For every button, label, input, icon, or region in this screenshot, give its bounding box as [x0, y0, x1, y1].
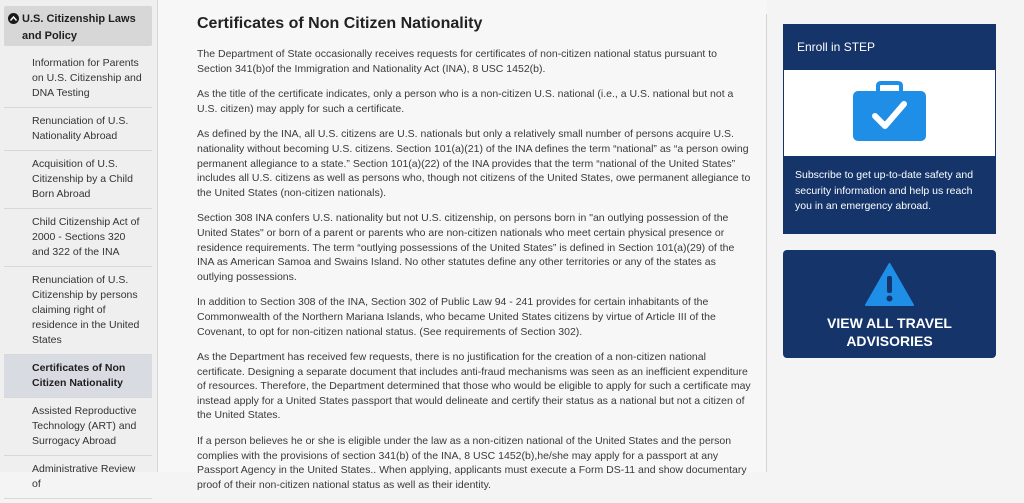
- enroll-step-card[interactable]: [783, 24, 996, 234]
- paragraph: If a person believes he or she is eligible under the law as a non-citizen national of the United States and the person complies with the provisions of section 341(b) of the INA, 8 USC 1452(b),he/she may apply for a passport at any Passport Agency in the United States.. When applying, applicants must execute a Form DS-11 and show documentary proof of their non-citizen national status as well as their identity.: [197, 435, 747, 491]
- sidebar-nav: [0, 0, 158, 490]
- paragraph: Section 308 INA confers U.S. nationality but not U.S. citizenship, on persons born in "an outlying possession of the United States" or born of a parent or parents who are non-citizen nationals who meet certain physical presence or residence requirements. The term “outlying possessions of the United States” is defined in Section 101(a)(29) of the INA as American Samoa and Swains Island. No other statutes define any other territories or any of the states as outlying possessions.: [197, 212, 735, 283]
- sidebar-item-parents-dna[interactable]: Information for Parents on U.S. Citizenship and DNA Testing: [4, 50, 152, 108]
- paragraph: In addition to Section 308 of the INA, Section 302 of Public Law 94 - 241 provides for certain inhabitants of the Commonwealth of the Northern Mariana Islands, who became United States citizens by virtue of Article III of the Covenant, to opt for non-citizen national status. (See requirements of Section 302).: [197, 296, 716, 338]
- advisories-label-line1: VIEW ALL TRAVEL: [827, 315, 952, 331]
- advisories-label: [783, 314, 996, 350]
- sidebar-section-header[interactable]: [4, 6, 152, 46]
- sidebar-item-art-surrogacy[interactable]: Assisted Reproductive Technology (ART) and Surrogacy Abroad: [4, 398, 152, 456]
- column-divider: [766, 14, 767, 472]
- enroll-step-description: Subscribe to get up-to-date safety and security information and help us reach you in an emergency abroad.: [795, 169, 974, 212]
- view-all-advisories-button[interactable]: [783, 250, 996, 358]
- advisories-label-line2: ADVISORIES: [846, 333, 933, 349]
- sidebar-item-renunciation-abroad[interactable]: Renunciation of U.S. Nationality Abroad: [4, 108, 152, 151]
- paragraph: As the title of the certificate indicates, only a person who is a non-citizen U.S. national (i.e., a U.S. national but not a U.S. citizen) may apply for such a certificate.: [197, 88, 734, 115]
- sidebar-section-title: U.S. Citizenship Laws and Policy: [22, 13, 136, 42]
- sidebar-item-administrative-review[interactable]: Administrative Review of: [4, 456, 152, 499]
- paragraph: As defined by the INA, all U.S. citizens are U.S. nationals but only a relatively small number of persons acquire U.S. nationality without becoming U.S. citizens. Section 101(a)(21) of the INA defines the term “national” as “a person owing permanent allegiance to a state.” Section 101(a)(22) of the INA provides that the term “national of the United States” includes all U.S. citizens as well as persons who, though not citizens of the United States, owe permanent allegiance to the United States (non-citizen nationals).: [197, 128, 751, 199]
- briefcase-check-icon: [852, 82, 927, 142]
- warning-icon: [864, 262, 915, 307]
- article-body: [197, 47, 752, 503]
- sidebar-item-acquisition-child[interactable]: Acquisition of U.S. Citizenship by a Child Born Abroad: [4, 151, 152, 209]
- sidebar-item-certificates-active[interactable]: Certificates of Non Citizen Nationality: [4, 355, 152, 398]
- sidebar-item-child-citizenship-act[interactable]: Child Citizenship Act of 2000 - Sections 320 and 322 of the INA: [4, 209, 152, 267]
- enroll-step-title: Enroll in STEP: [797, 40, 876, 54]
- step-image-panel: [784, 70, 995, 156]
- page-title: Certificates of Non Citizen Nationality: [197, 15, 483, 32]
- sidebar-list: [4, 50, 152, 499]
- paragraph: The Department of State occasionally receives requests for certificates of non-citizen national status pursuant to Section 341(b)of the Immigration and Nationality Act (INA), 8 USC 1452(b).: [197, 48, 718, 75]
- collapse-toggle-icon[interactable]: [8, 13, 19, 24]
- paragraph: As the Department has received few requests, there is no justification for the creation of a non-citizen national certificate. Designing a separate document that includes anti-fraud mechanisms was seen as an inefficient expenditure of resources. Therefore, the Department determined that those who would be eligible to apply for such a certificate may instead apply for a United States passport that would delineate and certify their status as a national but not a citizen of the United States.: [197, 351, 751, 422]
- main-content: [158, 0, 767, 491]
- sidebar-item-renunciation-residence[interactable]: Renunciation of U.S. Citizenship by persons claiming right of residence in the United States: [4, 267, 152, 355]
